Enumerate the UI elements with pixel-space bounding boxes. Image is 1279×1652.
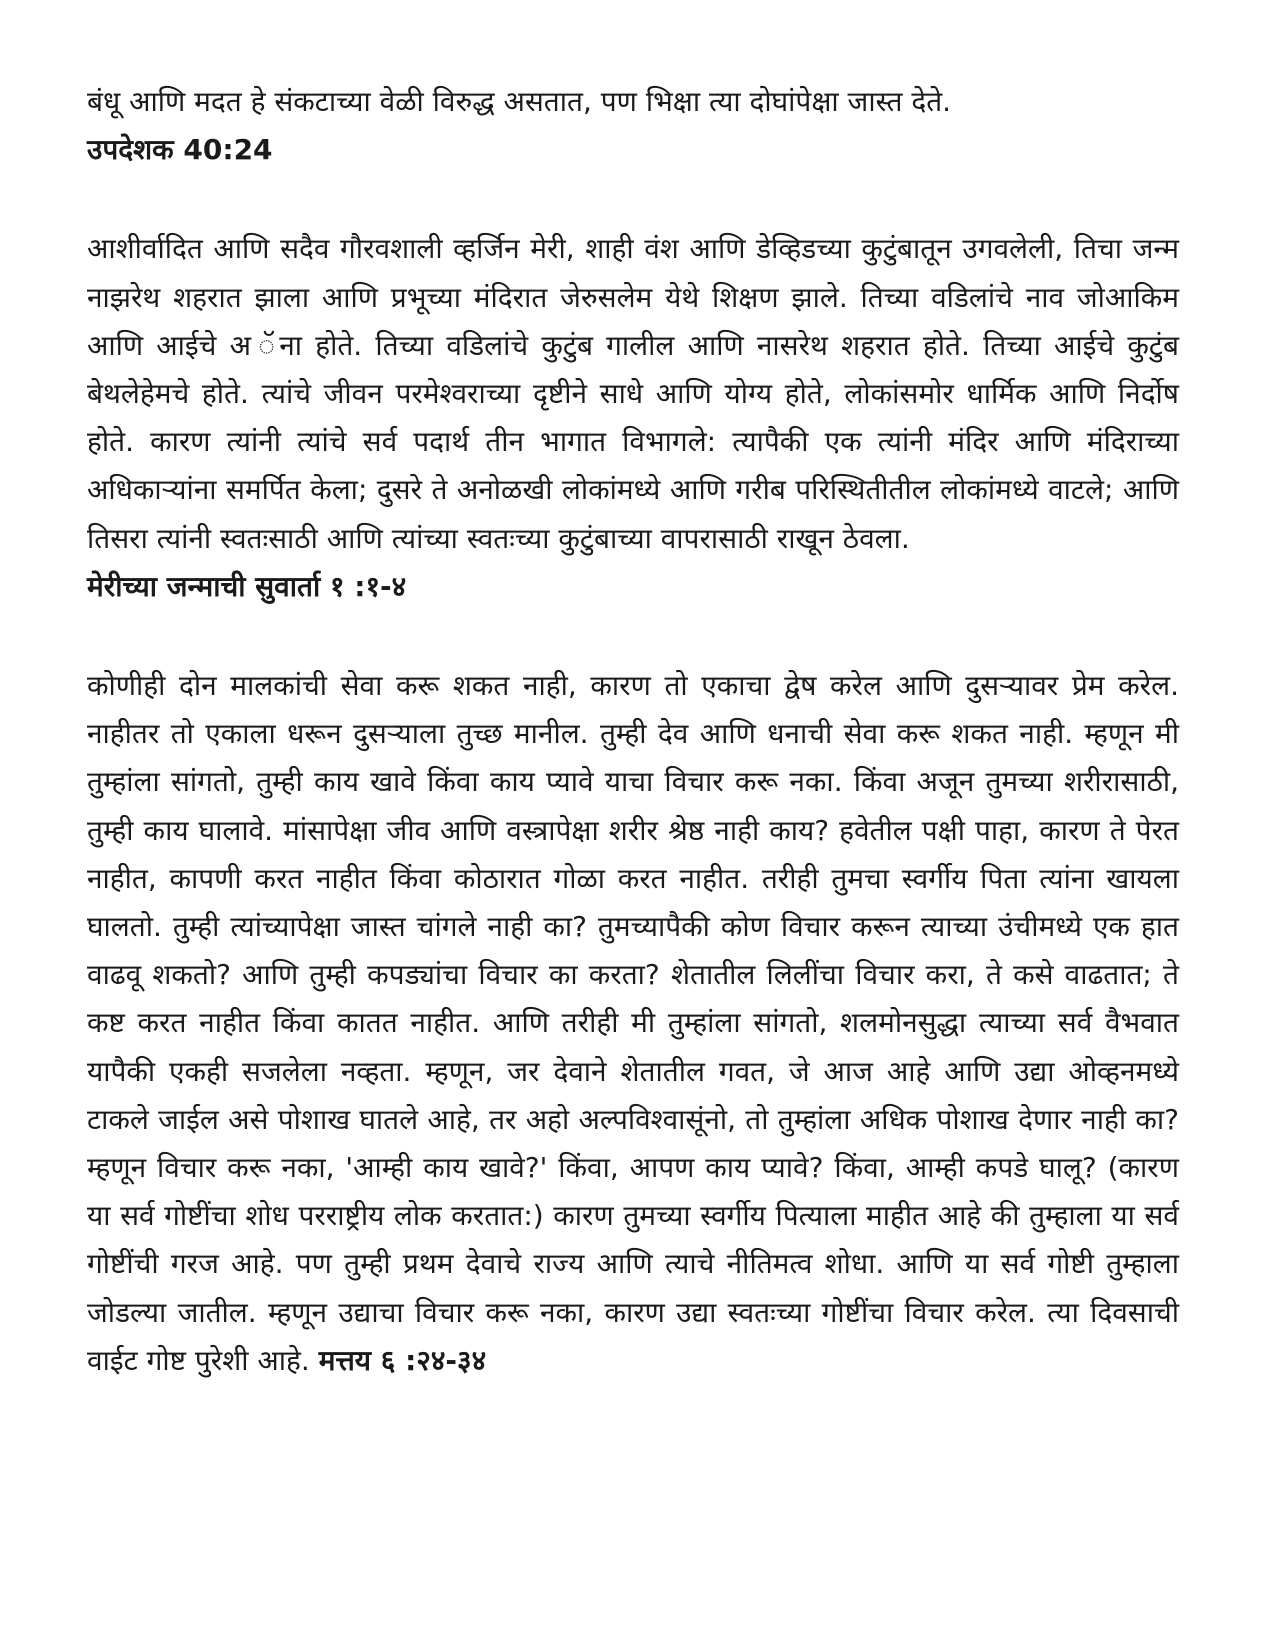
- passage-text: कोणीही दोन मालकांची सेवा करू शकत नाही, कारण तो एकाचा द्वेष करेल आणि दुसऱ्यावर प्रेम करेल. नाहीतर तो एकाला धरून दुसऱ्याला तुच्छ मानील. तुम्ही देव आणि धनाची सेवा करू शकत नाही. म्हणून मी तुम्हांला सांगतो, तुम्ही काय खावे किंवा काय प्यावे याचा विचार करू नका. किंवा अजून तुमच्या शरीरासाठी, तुम्ही काय घालावे. मांसापेक्षा जीव आणि वस्त्रापेक्षा शरीर श्रेष्ठ नाही काय? हवेतील पक्षी पाहा, कारण ते पेरत नाहीत, कापणी करत नाहीत किंवा कोठारात गोळा करत नाहीत. तरीही तुमचा स्वर्गीय पिता त्यांना खायला घालतो. तुम्ही त्यांच्यापेक्षा जास्त चांगले नाही का? तुमच्यापैकी कोण विचार करून त्याच्या उंचीमध्ये एक हात वाढवू शकतो? आणि तुम्ही कपड्यांचा विचार का करता? शेतातील लिलींचा विचार करा, ते कसे वाढतात; ते कष्ट करत नाहीत किंवा कातत नाहीत. आणि तरीही मी तुम्हांला सांगतो, शलमोनसुद्धा त्याच्या सर्व वैभवात यापैकी एकही सजलेला नव्हता. म्हणून, जर देवाने शेतातील गवत, जे आज आहे आणि उद्या ओव्हनमध्ये टाकले जाईल असे पोशाख घातले आहे, तर अहो अल्पविश्वासूंनो, तो तुम्हांला अधिक पोशाख देणार नाही का? म्हणून विचार करू नका, 'आम्ही काय खावे?' किंवा, आपण काय प्यावे? किंवा, आम्ही कपडे घालू? (कारण या सर्व गोष्टींचा शोध परराष्ट्रीय लोक करतात:) कारण तुमच्या स्वर्गीय पित्याला माहीत आहे की तुम्हाला या सर्व गोष्टींची गरज आहे. पण तुम्ही प्रथम देवाचे राज्य आणि त्याचे नीतिमत्व शोधा. आणि या सर्व गोष्टी तुम्हाला जोडल्या जातील. म्हणून उद्याचा विचार करू नका, कारण उद्या स्वतःच्या गोष्टींचा विचार करेल. त्या दिवसाची वाईट गोष्ट पुरेशी आहे.: [87, 669, 1179, 1377]
- passage-reference: मेरीच्या जन्माची सुवार्ता १ :१-४: [87, 569, 407, 603]
- passage-reference: उपदेशक 40:24: [87, 133, 273, 167]
- passage-matthew: [87, 662, 1179, 1385]
- paragraph-gap: [87, 611, 1179, 662]
- passage-text: बंधू आणि मदत हे संकटाच्या वेळी विरुद्ध असतात, पण भिक्षा त्या दोघांपेक्षा जास्त देते.: [87, 85, 952, 118]
- passage-sirach: [87, 78, 1179, 174]
- passage-mary-birth: [87, 225, 1179, 611]
- document-page: [87, 78, 1179, 1385]
- passage-paragraph: [87, 662, 1179, 1385]
- passage-text: आशीर्वादित आणि सदैव गौरवशाली व्हर्जिन मेरी, शाही वंश आणि डेव्हिडच्या कुटुंबातून उगवलेली, तिचा जन्म नाझरेथ शहरात झाला आणि प्रभूच्या मंदिरात जेरुसलेम येथे शिक्षण झाले. तिच्या वडिलांचे नाव जोआकिम आणि आईचे अ ॅना होते. तिच्या वडिलांचे कुटुंब गालील आणि नासरेथ शहरात होते. तिच्या आईचे कुटुंब बेथलेहेमचे होते. त्यांचे जीवन परमेश्वराच्या दृष्टीने साधे आणि योग्य होते, लोकांसमोर धार्मिक आणि निर्दोष होते. कारण त्यांनी त्यांचे सर्व पदार्थ तीन भागात विभागले: त्यापैकी एक त्यांनी मंदिर आणि मंदिराच्या अधिकाऱ्यांना समर्पित केला; दुसरे ते अनोळखी लोकांमध्ये आणि गरीब परिस्थितीतील लोकांमध्ये वाटले; आणि तिसरा त्यांनी स्वतःसाठी आणि त्यांच्या स्वतःच्या कुटुंबाच्या वापरासाठी राखून ठेवला.: [87, 232, 1179, 555]
- paragraph-gap: [87, 174, 1179, 225]
- passage-reference: मत्तय ६ :२४-३४: [318, 1343, 487, 1377]
